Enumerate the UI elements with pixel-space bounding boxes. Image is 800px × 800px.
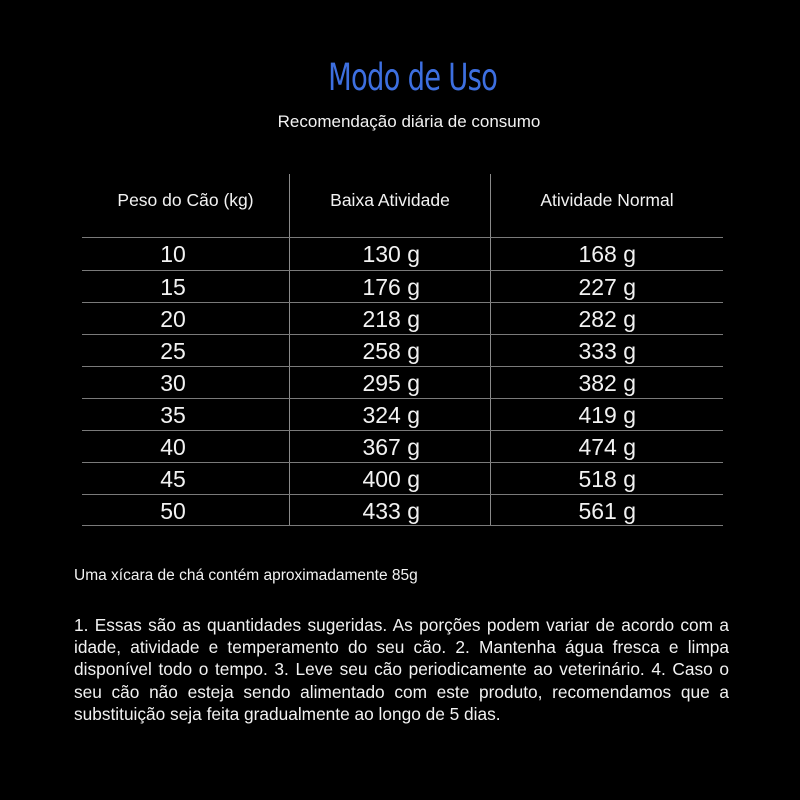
page-title: Modo de Uso — [328, 56, 498, 99]
cell-normal-activity: 518 g — [578, 466, 636, 492]
cell-normal-activity: 282 g — [578, 306, 636, 332]
table-row — [82, 367, 723, 399]
cell-low-activity: 324 g — [362, 402, 420, 428]
table-row — [82, 303, 723, 335]
cell-low-activity: 258 g — [362, 338, 420, 364]
cell-weight: 20 — [160, 306, 186, 332]
cup-measure-note: Uma xícara de chá contém aproximadamente 85g — [74, 567, 418, 584]
header-normal-activity: Atividade Normal — [540, 190, 674, 210]
cell-normal-activity: 168 g — [578, 241, 636, 267]
cell-weight: 45 — [160, 466, 186, 492]
cell-low-activity: 176 g — [362, 274, 420, 300]
header-weight: Peso do Cão (kg) — [117, 190, 254, 210]
cell-normal-activity: 561 g — [578, 498, 636, 524]
feeding-table — [82, 174, 723, 526]
cell-weight: 15 — [160, 274, 186, 300]
table-row — [82, 463, 723, 495]
cell-normal-activity: 227 g — [578, 274, 636, 300]
cell-weight: 50 — [160, 498, 186, 524]
table-rule — [82, 525, 723, 526]
table-row — [82, 431, 723, 463]
cell-weight: 35 — [160, 402, 186, 428]
table-row — [82, 335, 723, 367]
table-row — [82, 495, 723, 527]
cell-weight: 10 — [160, 241, 186, 267]
cell-normal-activity: 474 g — [578, 434, 636, 460]
table-row — [82, 271, 723, 303]
cell-normal-activity: 419 g — [578, 402, 636, 428]
cell-weight: 40 — [160, 434, 186, 460]
page-subtitle: Recomendação diária de consumo — [277, 112, 541, 131]
cell-low-activity: 433 g — [362, 498, 420, 524]
table-row — [82, 238, 723, 270]
instructions-paragraph: 1. Essas são as quantidades sugeridas. As porções podem variar de acordo com a idade, atividade e temperamento do seu cão. 2. Mantenha água fresca e limpa disponível todo o tempo. 3. Leve seu cão periodicamente ao veterinário. 4. Caso o seu cão não esteja sendo alimentado com este produto, recomendamos que a substituição seja feita gradualmente ao longo de 5 dias. — [74, 615, 729, 724]
cell-low-activity: 130 g — [362, 241, 420, 267]
table-header-row — [82, 174, 723, 237]
cell-low-activity: 400 g — [362, 466, 420, 492]
header-low-activity: Baixa Atividade — [330, 190, 450, 210]
cell-low-activity: 367 g — [362, 434, 420, 460]
cell-normal-activity: 382 g — [578, 370, 636, 396]
cell-weight: 30 — [160, 370, 186, 396]
cell-low-activity: 218 g — [362, 306, 420, 332]
cell-low-activity: 295 g — [362, 370, 420, 396]
cell-normal-activity: 333 g — [578, 338, 636, 364]
cell-weight: 25 — [160, 338, 186, 364]
table-row — [82, 399, 723, 431]
